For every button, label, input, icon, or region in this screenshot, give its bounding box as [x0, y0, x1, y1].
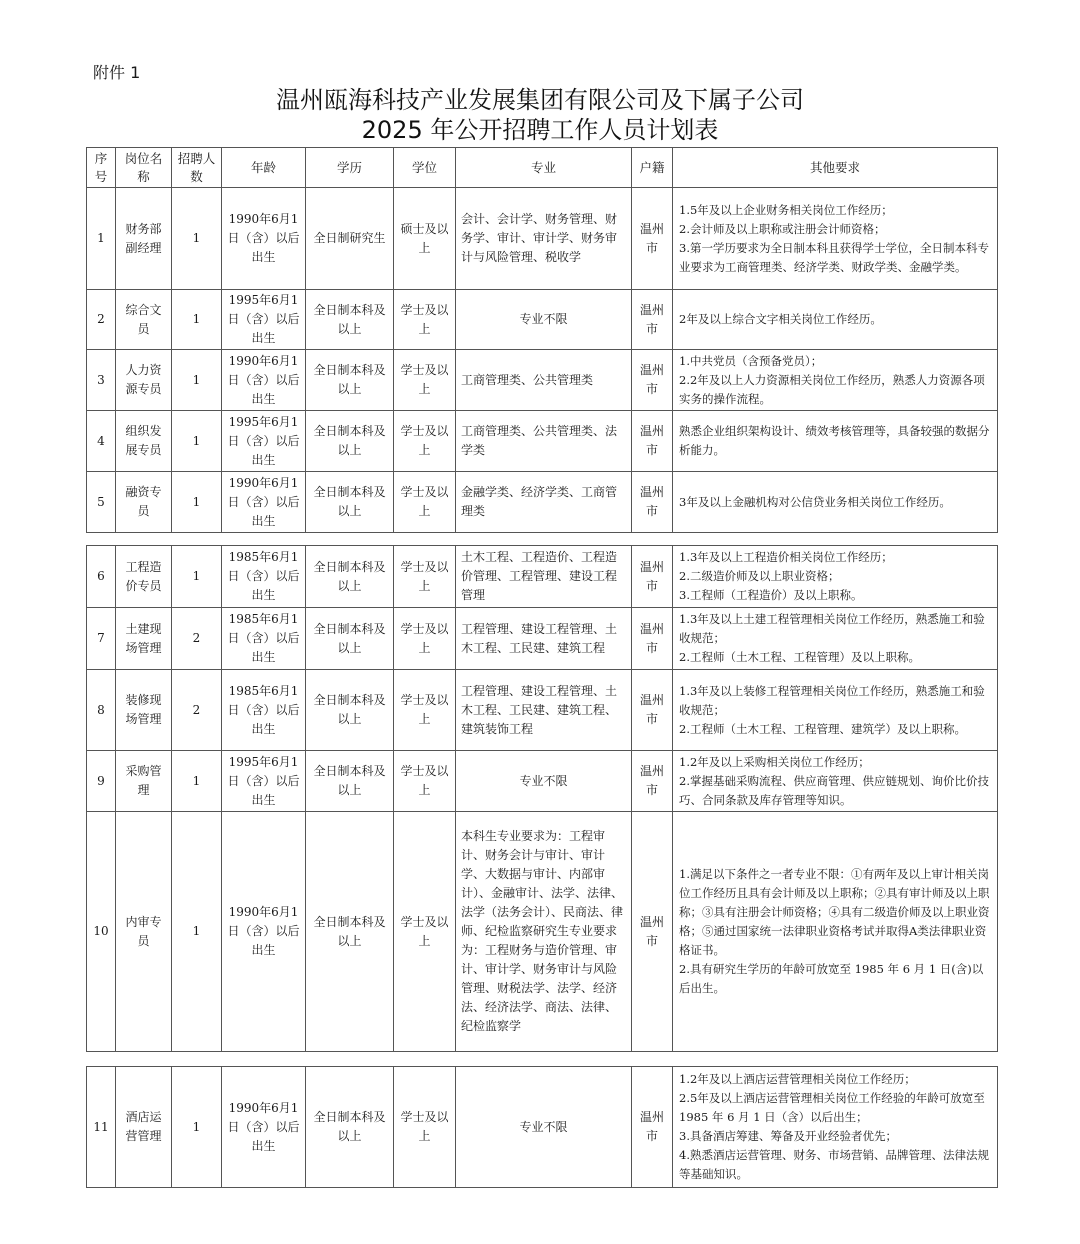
requirement-item: 2.二级造价师及以上职业资格；: [679, 569, 840, 583]
cell-degree: 学士及以上: [394, 670, 456, 751]
requirement-item: 2.具有研究生学历的年龄可放宽至 1985 年 6 月 1 日(含)以后出生。: [679, 962, 984, 995]
cell-count: 1: [172, 188, 222, 290]
cell-hukou: 温州市: [632, 608, 673, 670]
cell-age: 1990年6月1日（含）以后出生: [222, 350, 306, 411]
cell-degree: 学士及以上: [394, 608, 456, 670]
page-title: 温州瓯海科技产业发展集团有限公司及下属子公司: [276, 86, 804, 114]
cell-count: 1: [172, 812, 222, 1052]
requirement-item: 1.满足以下条件之一者专业不限：①有两年及以上审计相关岗位工作经历且具有会计师及以上职称；②具有审计师及以上职称；③具有注册会计师资格；④具有二级造价师及以上职业资格；⑤通过国家统一法律职业资格考试并取得A类法律职业资格证书。: [679, 867, 990, 957]
cell-edu: 全日制本科及以上: [306, 812, 394, 1052]
cell-hukou: 温州市: [632, 670, 673, 751]
requirement-item: 3.工程师（工程造价）及以上职称。: [679, 588, 863, 602]
cell-edu: 全日制本科及以上: [306, 350, 394, 411]
cell-major: 会计、会计学、财务管理、财务学、审计、审计学、财务审计与风险管理、税收学: [456, 188, 632, 290]
cell-edu: 全日制本科及以上: [306, 1067, 394, 1188]
cell-no: 7: [87, 608, 116, 670]
cell-post: 组织发展专员: [116, 411, 172, 472]
cell-post: 装修现场管理: [116, 670, 172, 751]
plan-table-part-2: [86, 545, 998, 1052]
cell-other-requirements: [673, 670, 998, 751]
cell-age: 1990年6月1日（含）以后出生: [222, 472, 306, 533]
cell-major: 工程管理、建设工程管理、土木工程、工民建、建筑工程: [456, 608, 632, 670]
cell-edu: 全日制本科及以上: [306, 472, 394, 533]
table-row: [87, 812, 998, 1052]
cell-no: 11: [87, 1067, 116, 1188]
requirement-item: 2.2年及以上人力资源相关岗位工作经历，熟悉人力资源各项实务的操作流程。: [679, 372, 985, 406]
cell-post: 综合文员: [116, 290, 172, 350]
table-row: [87, 472, 998, 533]
cell-count: 1: [172, 751, 222, 812]
cell-post: 采购管理: [116, 751, 172, 812]
requirement-item: 2.工程师（土木工程、工程管理）及以上职称。: [679, 650, 920, 664]
cell-hukou: 温州市: [632, 411, 673, 472]
requirement-item: 1.中共党员（含预备党员）；: [679, 353, 823, 368]
cell-edu: 全日制本科及以上: [306, 608, 394, 670]
cell-no: 9: [87, 751, 116, 812]
requirement-item: 2.5年及以上酒店运营管理相关岗位工作经验的年龄可放宽至 1985 年 6 月 1 日（含）以后出生；: [679, 1091, 985, 1124]
cell-post: 酒店运营管理: [116, 1067, 172, 1188]
cell-post: 融资专员: [116, 472, 172, 533]
attachment-label: 附件 1: [93, 63, 141, 82]
cell-degree: 硕士及以上: [394, 188, 456, 290]
cell-hukou: 温州市: [632, 188, 673, 290]
requirement-item: 1.5年及以上企业财务相关岗位工作经历；: [679, 202, 893, 217]
table-row: [87, 546, 998, 608]
cell-no: 10: [87, 812, 116, 1052]
cell-major: 金融学类、经济学类、工商管理类: [456, 472, 632, 533]
cell-count: 1: [172, 350, 222, 411]
header-major: 专业: [456, 148, 632, 188]
cell-age: 1985年6月1日（含）以后出生: [222, 608, 306, 670]
header-count: 招聘人数: [172, 148, 222, 188]
cell-count: 1: [172, 411, 222, 472]
header-post: 岗位名称: [116, 148, 172, 188]
cell-edu: 全日制本科及以上: [306, 670, 394, 751]
cell-hukou: 温州市: [632, 812, 673, 1052]
cell-count: 1: [172, 290, 222, 350]
cell-age: 1985年6月1日（含）以后出生: [222, 546, 306, 608]
cell-other-requirements: [673, 411, 998, 472]
cell-other-requirements: [673, 290, 998, 350]
cell-edu: 全日制研究生: [306, 188, 394, 290]
cell-age: 1990年6月1日（含）以后出生: [222, 812, 306, 1052]
cell-major: 工商管理类、公共管理类、法学类: [456, 411, 632, 472]
cell-count: 2: [172, 670, 222, 751]
header-other: 其他要求: [673, 148, 998, 188]
cell-degree: 学士及以上: [394, 411, 456, 472]
cell-no: 6: [87, 546, 116, 608]
requirement-item: 1.3年及以上工程造价相关岗位工作经历；: [679, 550, 893, 564]
cell-hukou: 温州市: [632, 350, 673, 411]
cell-other-requirements: [673, 812, 998, 1052]
cell-no: 5: [87, 472, 116, 533]
cell-degree: 学士及以上: [394, 546, 456, 608]
cell-no: 4: [87, 411, 116, 472]
cell-edu: 全日制本科及以上: [306, 290, 394, 350]
cell-age: 1990年6月1日（含）以后出生: [222, 1067, 306, 1188]
cell-other-requirements: [673, 608, 998, 670]
cell-other-requirements: [673, 188, 998, 290]
cell-major: 专业不限: [456, 290, 632, 350]
table-row: [87, 1067, 998, 1188]
requirement-item: 4.熟悉酒店运营管理、财务、市场营销、品牌管理、法律法规等基础知识。: [679, 1148, 989, 1181]
cell-no: 2: [87, 290, 116, 350]
cell-edu: 全日制本科及以上: [306, 751, 394, 812]
cell-count: 1: [172, 472, 222, 533]
table-row: [87, 751, 998, 812]
header-no: 序号: [87, 148, 116, 188]
cell-major: 专业不限: [456, 751, 632, 812]
cell-count: 1: [172, 546, 222, 608]
cell-post: 土建现场管理: [116, 608, 172, 670]
plan-table-part-1: [86, 147, 998, 533]
cell-hukou: 温州市: [632, 472, 673, 533]
cell-count: 2: [172, 608, 222, 670]
cell-post: 内审专员: [116, 812, 172, 1052]
cell-hukou: 温州市: [632, 546, 673, 608]
cell-degree: 学士及以上: [394, 751, 456, 812]
requirement-item: 3年及以上金融机构对公信贷业务相关岗位工作经历。: [679, 494, 951, 509]
header-age: 年龄: [222, 148, 306, 188]
cell-age: 1990年6月1日（含）以后出生: [222, 188, 306, 290]
cell-no: 8: [87, 670, 116, 751]
cell-hukou: 温州市: [632, 290, 673, 350]
cell-hukou: 温州市: [632, 751, 673, 812]
cell-age: 1985年6月1日（含）以后出生: [222, 670, 306, 751]
requirement-item: 2.会计师及以上职称或注册会计师资格；: [679, 221, 886, 236]
requirement-item: 3.第一学历要求为全日制本科且获得学士学位，全日制本科专业要求为工商管理类、经济学类、财政学类、金融学类。: [679, 240, 989, 274]
cell-age: 1995年6月1日（含）以后出生: [222, 290, 306, 350]
table-row: [87, 411, 998, 472]
header-hukou: 户籍: [632, 148, 673, 188]
cell-major: 专业不限: [456, 1067, 632, 1188]
table-row: [87, 350, 998, 411]
cell-count: 1: [172, 1067, 222, 1188]
cell-degree: 学士及以上: [394, 290, 456, 350]
requirement-item: 3.具备酒店筹建、筹备及开业经验者优先；: [679, 1129, 897, 1143]
cell-no: 1: [87, 188, 116, 290]
cell-degree: 学士及以上: [394, 812, 456, 1052]
requirement-item: 1.2年及以上采购相关岗位工作经历；: [679, 754, 870, 769]
cell-other-requirements: [673, 1067, 998, 1188]
cell-other-requirements: [673, 472, 998, 533]
requirement-item: 2.工程师（土木工程、工程管理、建筑学）及以上职称。: [679, 721, 966, 736]
cell-age: 1995年6月1日（含）以后出生: [222, 751, 306, 812]
header-edu: 学历: [306, 148, 394, 188]
requirement-item: 2.掌握基础采购流程、供应商管理、供应链规划、询价比价技巧、合同条款及库存管理等知识。: [679, 773, 989, 807]
table-row: [87, 670, 998, 751]
requirement-item: 1.2年及以上酒店运营管理相关岗位工作经历；: [679, 1072, 916, 1086]
cell-edu: 全日制本科及以上: [306, 411, 394, 472]
cell-degree: 学士及以上: [394, 1067, 456, 1188]
cell-post: 财务部副经理: [116, 188, 172, 290]
requirement-item: 熟悉企业组织架构设计、绩效考核管理等，具备较强的数据分析能力。: [679, 424, 990, 457]
cell-major: 工商管理类、公共管理类: [456, 350, 632, 411]
table-row: [87, 188, 998, 290]
requirement-item: 1.3年及以上土建工程管理相关岗位工作经历，熟悉施工和验收规范；: [679, 612, 985, 645]
cell-other-requirements: [673, 350, 998, 411]
cell-post: 工程造价专员: [116, 546, 172, 608]
requirement-item: 1.3年及以上装修工程管理相关岗位工作经历，熟悉施工和验收规范；: [679, 683, 985, 717]
cell-post: 人力资源专员: [116, 350, 172, 411]
cell-edu: 全日制本科及以上: [306, 546, 394, 608]
table-header-row: [87, 148, 998, 188]
cell-degree: 学士及以上: [394, 472, 456, 533]
cell-other-requirements: [673, 546, 998, 608]
plan-table-part-3: [86, 1066, 998, 1188]
cell-other-requirements: [673, 751, 998, 812]
cell-age: 1995年6月1日（含）以后出生: [222, 411, 306, 472]
cell-major: 工程管理、建设工程管理、土木工程、工民建、建筑工程、建筑装饰工程: [456, 670, 632, 751]
page-subtitle: 2025 年公开招聘工作人员计划表: [361, 116, 719, 144]
requirement-item: 2年及以上综合文字相关岗位工作经历。: [679, 312, 882, 326]
cell-degree: 学士及以上: [394, 350, 456, 411]
table-row: [87, 290, 998, 350]
cell-hukou: 温州市: [632, 1067, 673, 1188]
header-degree: 学位: [394, 148, 456, 188]
cell-no: 3: [87, 350, 116, 411]
table-row: [87, 608, 998, 670]
cell-major: 土木工程、工程造价、工程造价管理、工程管理、建设工程管理: [456, 546, 632, 608]
cell-major: 本科生专业要求为：工程审计、财务会计与审计、审计学、大数据与审计、内部审计）、金融审计、法学、法律、法学（法务会计）、民商法、律师、纪检监察研究生专业要求为：工程财务与造价管理、审计、审计学、财务审计与风险管理、财税法学、法学、经济法、经济法学、商法、法律、纪检监察学: [456, 812, 632, 1052]
